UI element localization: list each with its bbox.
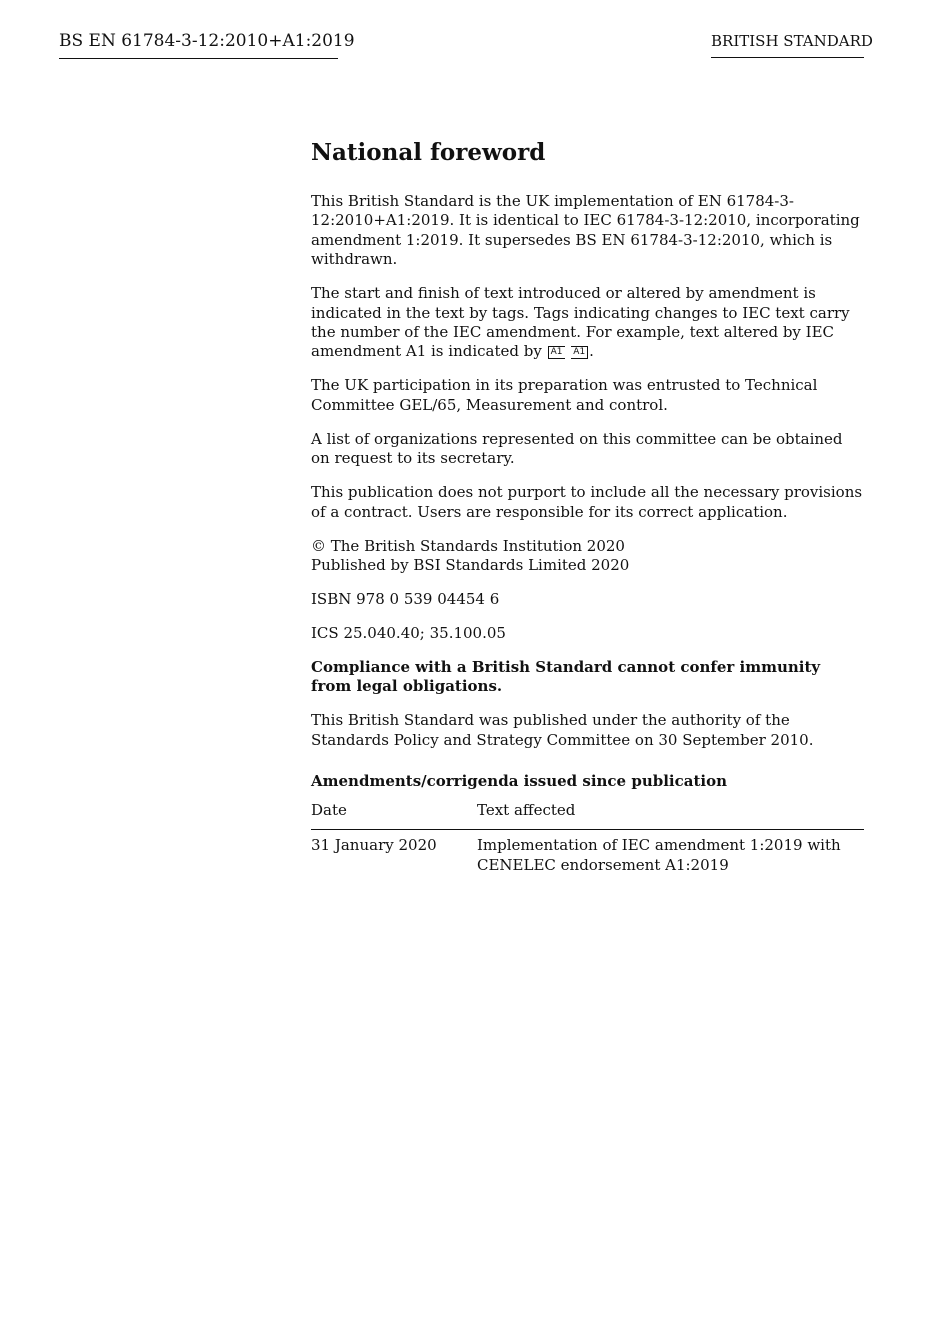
- amendment-close-tag-icon: A1: [571, 346, 588, 359]
- amendment-open-tag-icon: A1: [548, 346, 565, 359]
- amendments-header-row: [311, 801, 864, 830]
- publisher-line: Published by BSI Standards Limited 2020: [311, 556, 630, 575]
- compliance-notice: Compliance with a British Standard cannot confer immunity from legal obligations.: [311, 658, 821, 696]
- committee-paragraph: The UK participation in its preparation was entrusted to Technical Committee GEL/65, Measurement and control.: [311, 376, 818, 414]
- authority-paragraph: This British Standard was published under the authority of the Standards Policy and Strategy Committee on 30 September 2010.: [311, 711, 814, 749]
- column-header-date: Date: [311, 801, 477, 830]
- amendment-text-affected: Implementation of IEC amendment 1:2019 with CENELEC endorsement A1:2019: [477, 836, 841, 874]
- ics: ICS 25.040.40; 35.100.05: [311, 624, 506, 643]
- provisions-paragraph: This publication does not purport to include all the necessary provisions of a contract. Users are responsible for its correct application.: [311, 483, 863, 521]
- amendment-tags-paragraph: [311, 284, 864, 362]
- page-title: National foreword: [311, 139, 546, 166]
- implementation-paragraph: This British Standard is the UK implementation of EN 61784-3-12:2010+A1:2019. It is identical to IEC 61784-3-12:2010, incorporating amendment 1:2019. It supersedes BS EN 61784-3-12:2010, which is withdrawn.: [311, 192, 860, 269]
- organizations-paragraph: A list of organizations represented on this committee can be obtained on request to its secretary.: [311, 429, 843, 468]
- copyright-block: [311, 537, 864, 576]
- table-row: [311, 830, 864, 875]
- copyright-line: © The British Standards Institution 2020: [311, 536, 625, 555]
- amendment-date: 31 January 2020: [311, 836, 437, 855]
- foreword-body: [311, 138, 864, 875]
- column-header-text-affected: Text affected: [477, 801, 864, 830]
- header-document-id: BS EN 61784-3-12:2010+A1:2019: [59, 30, 338, 59]
- amendment-tags-end: .: [589, 342, 594, 361]
- amendments-table: [311, 801, 864, 875]
- amendments-title: Amendments/corrigenda issued since publication: [311, 772, 727, 791]
- amendment-tags-text: The start and finish of text introduced or altered by amendment is indicated in the text by tags. Tags indicating changes to IEC text carry the number of the IEC amendment. For example, text altered by IEC amendment A1 is indicated by: [311, 284, 850, 361]
- isbn: ISBN 978 0 539 04454 6: [311, 590, 500, 609]
- header-standard-label: BRITISH STANDARD: [711, 31, 864, 58]
